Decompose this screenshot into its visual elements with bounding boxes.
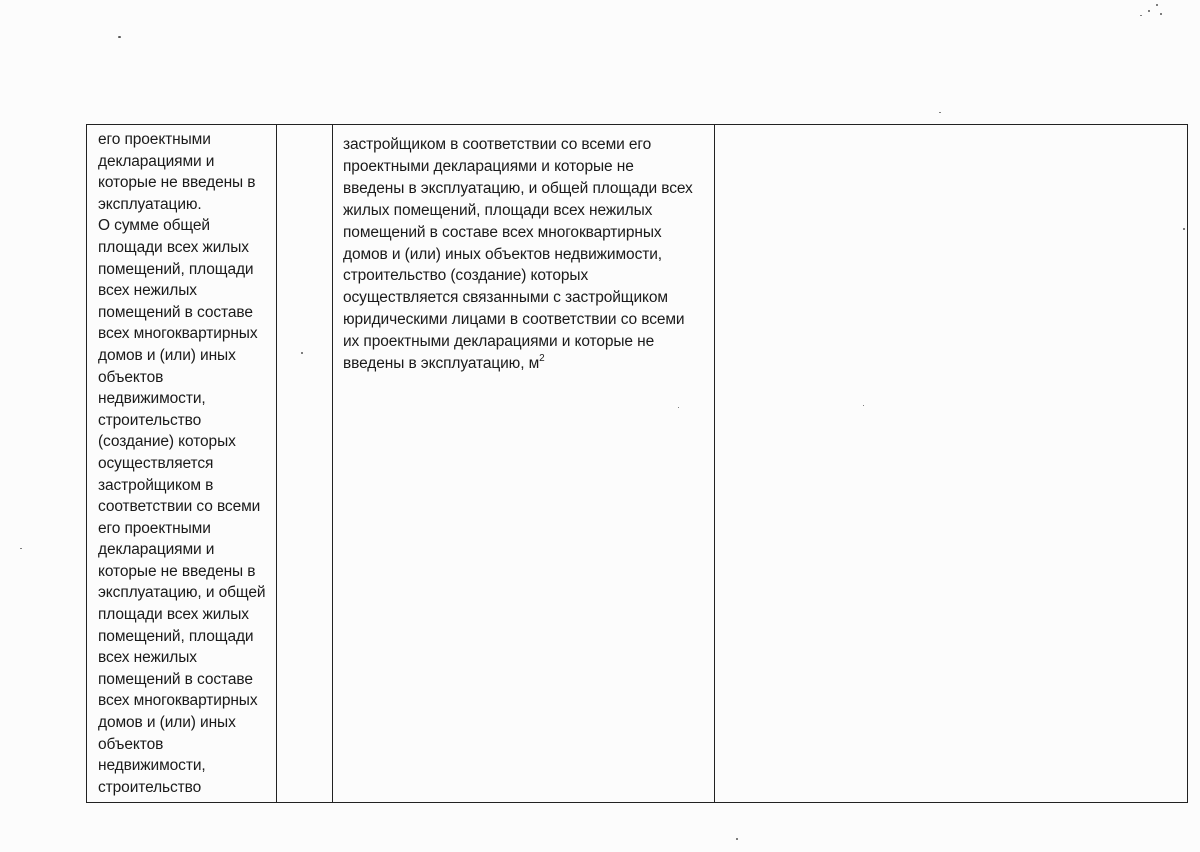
scan-speck xyxy=(1160,13,1162,15)
table-cell-column-3 xyxy=(343,134,711,375)
scan-speck xyxy=(1183,228,1185,230)
table-right-border xyxy=(1187,124,1188,803)
scan-speck xyxy=(939,112,941,113)
table-top-border xyxy=(86,124,1188,125)
column-3-text: застройщиком в соответствии со всеми его проектными декларациями и которые не введены в эксплуатацию, и общей площади всех жилых помещений, площади всех нежилых помещений в составе всех многоквартирных домов и (или) иных объектов недвижимости, строительство (создание) которых осуществляется связанными с застройщиком юридическими лицами в соответствии со всеми их проектными декларациями и которые не введены в эксплуатацию, м xyxy=(343,136,693,373)
scan-speck xyxy=(736,838,738,840)
scan-speck xyxy=(863,405,864,406)
scan-speck xyxy=(678,407,679,408)
scan-speck xyxy=(1140,15,1142,16)
column-divider-2 xyxy=(332,124,333,803)
scan-speck xyxy=(20,548,22,549)
scan-speck xyxy=(1156,4,1158,6)
table-bottom-border xyxy=(86,802,1188,803)
scan-speck xyxy=(1148,10,1150,12)
column-divider-3 xyxy=(714,124,715,803)
scan-speck xyxy=(301,352,303,354)
superscript-unit: 2 xyxy=(539,353,545,365)
table-left-border xyxy=(86,124,87,803)
scan-speck xyxy=(118,36,121,38)
table-cell-column-1: его проектными декларациями и которые не введены в эксплуатацию. О сумме общей площади всех жилых помещений, площади всех нежилых помещений в составе всех многоквартирных домов и (или) иных объектов недвижимости, строительство (создание) которых осуществляется застройщиком в соответствии со всеми его проектными декларациями и которые не введены в эксплуатацию, и общей площади всех жилых помещений, площади всех нежилых помещений в составе всех многоквартирных домов и (или) иных объектов недвижимости, строительство xyxy=(98,131,266,796)
